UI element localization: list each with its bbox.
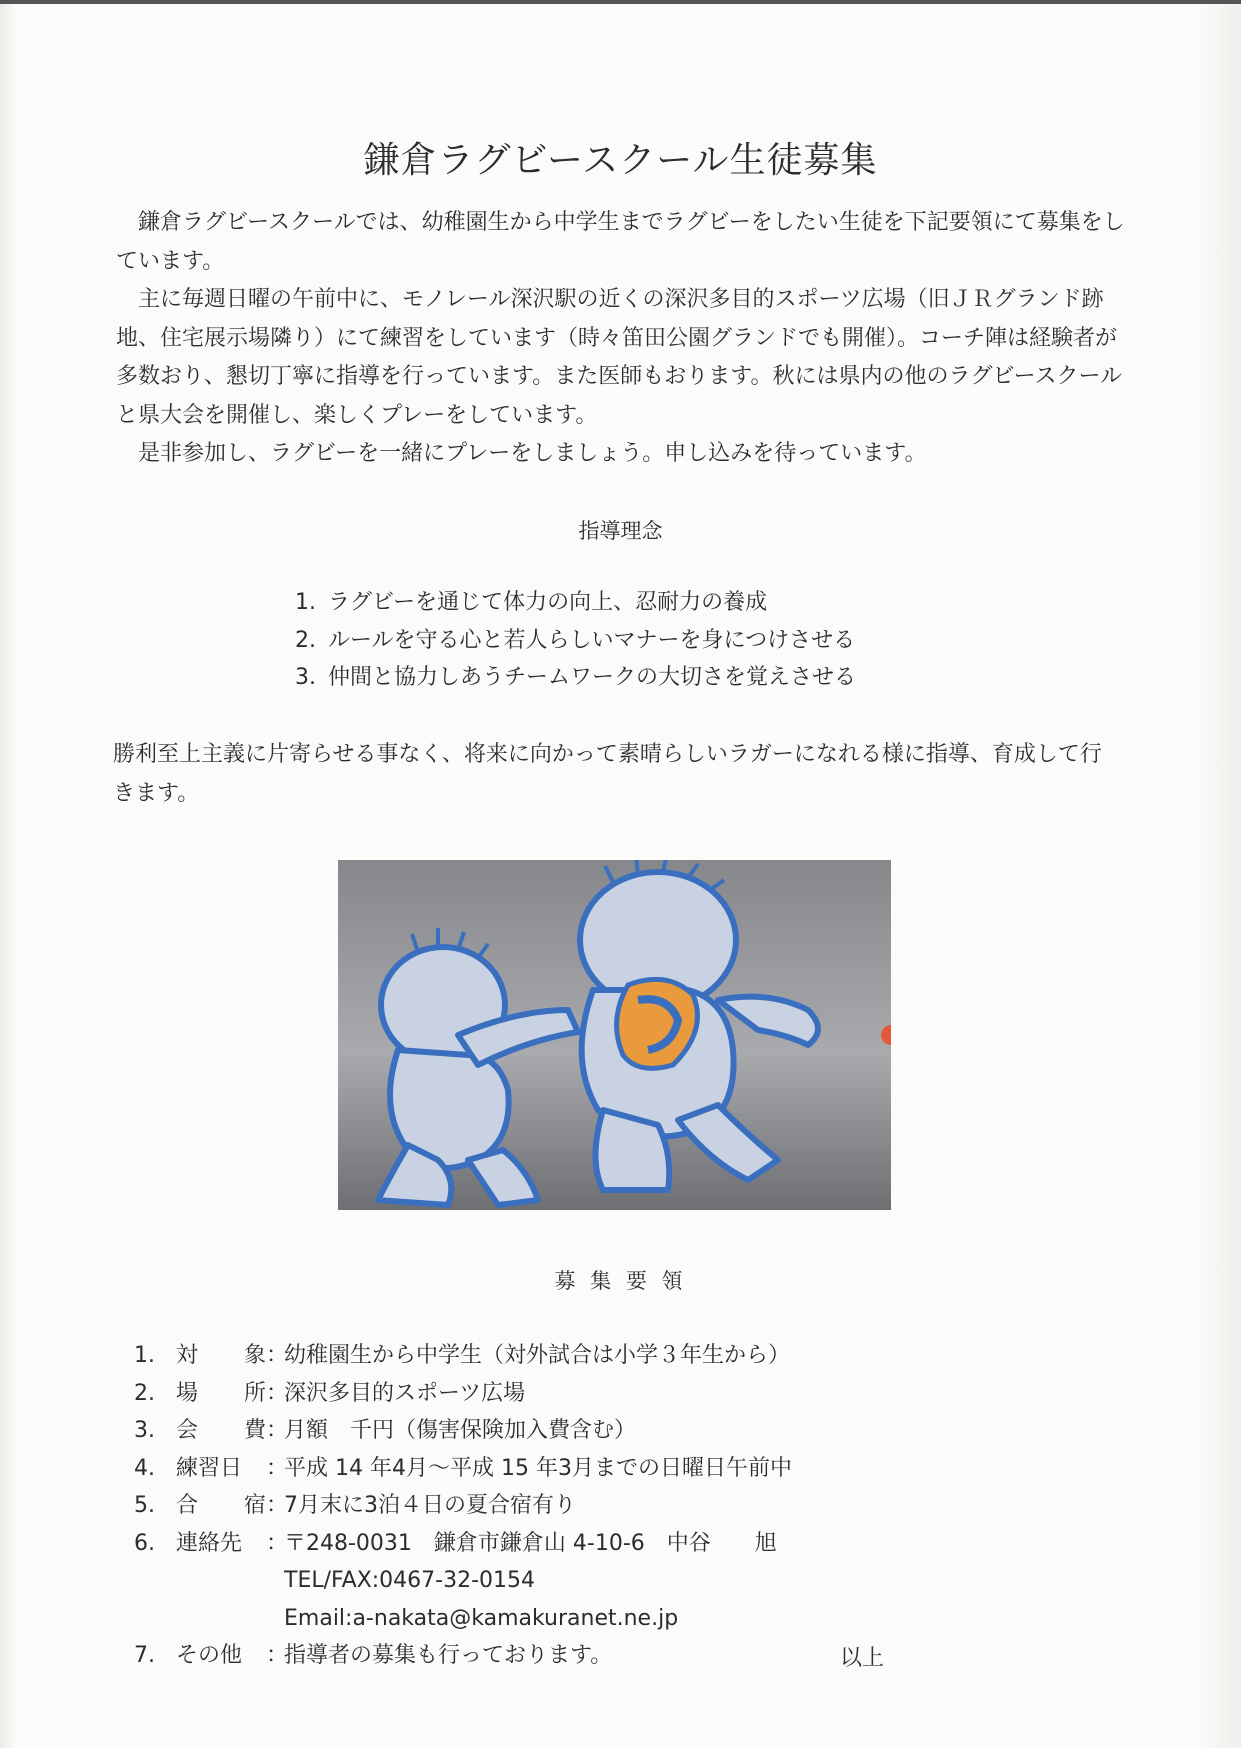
item-number: 5. [134, 1493, 155, 1518]
label-char: 宿 [243, 1493, 266, 1518]
item-value: 幼稚園生から中学生（対外試合は小学３年生から） [284, 1343, 791, 1368]
item-number: 3. [134, 1418, 155, 1443]
item-label [176, 1637, 266, 1675]
item-label [176, 1337, 266, 1375]
label-text: その他 [176, 1643, 243, 1668]
item-label [176, 1487, 266, 1525]
item-label [176, 1450, 266, 1488]
colon: ： [266, 1343, 289, 1368]
item-text: ルールを守る心と若人らしいマナーを身につけさせる [328, 627, 856, 653]
colon: ： [266, 1643, 289, 1668]
colon: ： [266, 1455, 289, 1481]
item-value: 月額 千円（傷害保険加入費含む） [284, 1418, 637, 1443]
label-char: 象 [243, 1343, 266, 1368]
rugby-players-icon [338, 860, 891, 1210]
list-item [295, 584, 856, 622]
item-value: 指導者の募集も行っております。 [284, 1643, 613, 1668]
item-number: 3. [295, 665, 316, 690]
philosophy-heading: 指導理念 [578, 519, 663, 543]
colon: ： [266, 1493, 289, 1518]
label-char: 費 [243, 1418, 266, 1443]
label-char: 場 [176, 1380, 199, 1406]
colon: ： [266, 1418, 289, 1443]
item-text: 仲間と協力しあうチームワークの大切さを覚えさせる [328, 665, 857, 690]
intro-paragraph-1: 鎌倉ラグビースクールでは、幼稚園生から中学生までラグビーをしたい生徒を下記要領にて募集をしています。 [116, 210, 1125, 274]
item-value: 〒248-0031 鎌倉市鎌倉山 4-10-6 中谷 旭 [284, 1530, 777, 1556]
intro-section [116, 204, 1126, 474]
rugby-players-illustration [338, 860, 891, 1210]
item-label [176, 1412, 266, 1450]
label-char: 所 [243, 1380, 266, 1406]
list-item [134, 1375, 792, 1413]
label-char: 会 [176, 1418, 199, 1443]
label-char: 合 [176, 1493, 199, 1518]
list-item [134, 1337, 792, 1375]
item-number: 6. [134, 1530, 155, 1556]
item-label [176, 1375, 266, 1413]
requirements-list [134, 1337, 792, 1675]
label-text: 連絡先 [176, 1530, 243, 1556]
item-value: 平成 14 年4月～平成 15 年3月までの日曜日午前中 [284, 1455, 792, 1481]
contact-email: Email:a-nakata@kamakuranet.ne.jp [284, 1605, 679, 1631]
item-label [176, 1525, 266, 1563]
colon: ： [266, 1530, 289, 1556]
item-number: 7. [134, 1643, 155, 1668]
list-item [134, 1487, 792, 1525]
requirements-heading: 募 集 要 領 [554, 1269, 687, 1293]
list-item [134, 1525, 792, 1563]
label-text: 練習日 [176, 1455, 243, 1481]
label-char: 対 [176, 1343, 199, 1368]
page-title: 鎌倉ラグビースクール生徒募集 [363, 140, 878, 182]
end-mark: 以上 [840, 1646, 885, 1671]
list-item [134, 1637, 792, 1675]
philosophy-list [295, 584, 856, 697]
item-number: 2. [134, 1380, 155, 1406]
closing-paragraph: 勝利至上主義に片寄らせる事なく、将来に向かって素晴らしいラガーになれる様に指導、育成して行きます。 [113, 742, 1102, 806]
intro-paragraph-2: 主に毎週日曜の午前中に、モノレール深沢駅の近くの深沢多目的スポーツ広場（旧ＪＲグランド跡地、住宅展示場隣り）にて練習をしています（時々笛田公園グランドでも開催）。コーチ陣は経験者が多数おり、懇切丁寧に指導を行っています。また医師もおります。秋には県内の他のラグビースクールと県大会を開催し、楽しくプレーをしています。 [116, 287, 1123, 428]
item-text: ラグビーを通じて体力の向上、忍耐力の養成 [328, 590, 768, 615]
list-item [134, 1450, 792, 1488]
colon: ： [266, 1380, 289, 1406]
list-item [134, 1412, 792, 1450]
item-number: 2. [295, 627, 316, 653]
contact-tel: TEL/FAX:0467-32-0154 [284, 1568, 536, 1593]
item-value: 深沢多目的スポーツ広場 [284, 1380, 526, 1406]
item-value: 7月末に3泊４日の夏合宿有り [284, 1493, 576, 1518]
item-number: 1. [134, 1343, 155, 1368]
list-item [295, 622, 856, 660]
list-item [295, 659, 856, 697]
scan-edge [0, 0, 1241, 4]
item-number: 4. [134, 1455, 155, 1481]
intro-paragraph-3: 是非参加し、ラグビーを一緒にプレーをしましょう。申し込みを待っています。 [138, 441, 927, 466]
item-number: 1. [295, 590, 316, 615]
